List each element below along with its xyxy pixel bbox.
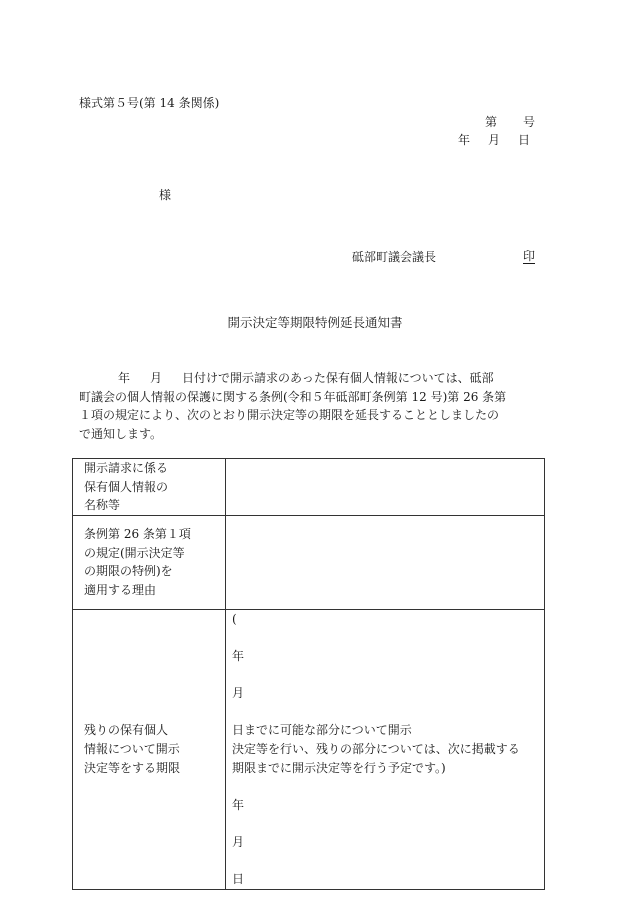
row-label-line: 開示請求に係る [84, 461, 169, 475]
row-label-line: の期限の特例)を [84, 564, 173, 579]
seal-mark: 印 [523, 249, 536, 263]
body-month: 月 [150, 371, 163, 385]
body-paragraph [79, 369, 551, 443]
open-paren: ( [232, 611, 237, 626]
document-title: 開示決定等期限特例延長通知書 [227, 315, 403, 330]
document-number-suffix: 号 [523, 115, 536, 129]
table-row [73, 515, 545, 609]
date-year: 年 [458, 133, 471, 147]
final-month: 月 [232, 834, 245, 849]
row-label-line: 名称等 [84, 498, 121, 513]
info-table [72, 458, 545, 890]
deadline-line-1-text: 日までに可能な部分について開示 [232, 723, 412, 738]
body-line-3: １項の規定により、次のとおり開示決定等の期限を延長することとしましたの [79, 408, 500, 423]
document-number [485, 116, 535, 128]
document-date [458, 134, 530, 146]
table-row [73, 609, 545, 889]
row-label [73, 515, 226, 609]
body-line-4: で通知します。 [79, 426, 163, 441]
sender-title: 砥部町議会議長 [352, 250, 437, 264]
date-day: 日 [518, 133, 531, 147]
deadline-value [226, 609, 545, 889]
body-line-1-text: 日付けで開示請求のあった保有個人情報については、砥部 [182, 371, 494, 385]
row-label-line: 情報について開示 [84, 741, 180, 756]
deadline-line-2: 決定等を行い、残りの部分については、次に掲載する [232, 741, 520, 756]
final-day: 日 [232, 872, 245, 887]
body-line-1 [79, 369, 551, 388]
row-label-line: 適用する理由 [84, 582, 157, 597]
table-row [73, 459, 545, 516]
row-label-line: 保有個人情報の [84, 479, 169, 494]
body-line-2: 町議会の個人情報の保護に関する条例(令和５年砥部町条例第 12 号)第 26 条第 [79, 389, 507, 404]
final-year: 年 [232, 797, 245, 812]
document-number-prefix: 第 [485, 115, 498, 129]
date-month: 月 [488, 133, 501, 147]
deadline-month: 月 [232, 686, 245, 701]
row-label [73, 459, 226, 516]
deadline-line-3: 期限までに開示決定等を行う予定です。) [232, 760, 446, 775]
deadline-line-1 [232, 610, 544, 740]
form-number: 様式第５号(第 14 条関係) [79, 96, 220, 110]
body-year: 年 [118, 371, 131, 385]
row-label-line: 決定等をする期限 [84, 760, 181, 775]
deadline-date [232, 777, 544, 889]
deadline-year: 年 [232, 648, 245, 663]
row-label-line: 残りの保有個人 [84, 723, 169, 738]
row-value-empty[interactable] [226, 515, 545, 609]
row-label [73, 609, 226, 889]
row-value-empty[interactable] [226, 459, 545, 516]
row-label-line: 条例第 26 条第１項 [84, 527, 191, 542]
row-label-line: の規定(開示決定等 [84, 545, 185, 560]
addressee-honorific: 様 [159, 188, 172, 202]
